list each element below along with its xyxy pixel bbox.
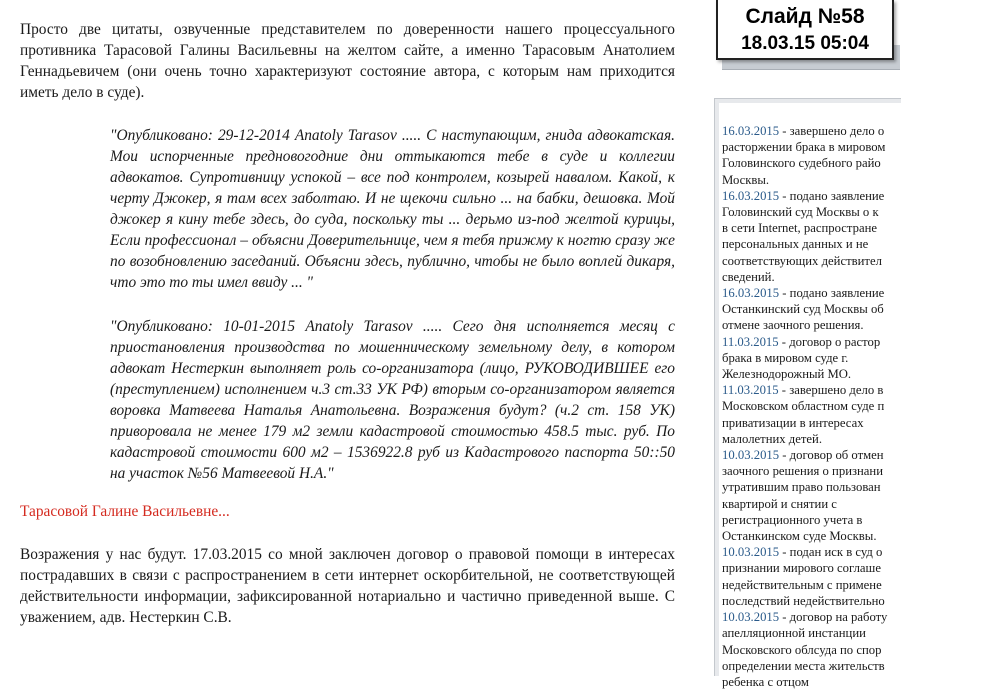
news-text: брака в мировом суде г. (722, 350, 849, 365)
news-panel (714, 98, 901, 689)
news-line (722, 625, 982, 641)
news-line[interactable] (722, 544, 982, 560)
news-line (722, 642, 982, 658)
news-line (722, 204, 982, 220)
news-text: Останкинском суде Москвы. (722, 529, 877, 544)
news-line[interactable] (722, 447, 982, 463)
news-line (722, 593, 982, 609)
news-line (722, 220, 982, 236)
news-text: утратившим право пользован (722, 480, 881, 495)
news-text: заочного решения о признани (722, 464, 883, 479)
news-text: - подано заявление (779, 286, 885, 301)
news-text: - завершено дело в (778, 383, 884, 398)
news-line (722, 560, 982, 576)
news-date[interactable]: 16.03.2015 (722, 124, 780, 138)
news-date[interactable]: 16.03.2015 (722, 188, 780, 203)
news-date[interactable]: 11.03.2015 (722, 383, 779, 398)
intro-paragraph: Просто две цитаты, озвученные представителем по доверенности нашего процессуального противника Тарасовой Галины Васильевны на желтом сайте, а именно Тарасовым Анатолием Геннадьевичем (они очень точно характеризуют состояние автора, с которым нам приходится иметь дело в суде). (20, 21, 675, 101)
news-line (722, 350, 982, 366)
news-line[interactable] (722, 188, 982, 204)
news-text: малолетних детей. (722, 431, 823, 446)
news-text: персональных данных и не (722, 237, 869, 252)
news-text: Московском областном суде п (722, 399, 885, 414)
news-date[interactable]: 10.03.2015 (722, 610, 780, 625)
slide-number: Слайд №58 (745, 5, 865, 28)
news-line (722, 431, 982, 447)
news-text: в сети Internet, распростране (722, 221, 878, 236)
news-line[interactable] (722, 609, 982, 625)
quote-1: "Опубликовано: 29-12-2014 Anatoly Tarasov ..... С наступающим, гнида адвокатская. Мои испорченные предновогодние дни оттыкаются тебе в суде и коллегии адвокатов. Супротивницу успокой – все под контролем, козырей навалом. Какой, к черту Джокер, я там всех заболтаю. И не щекочи сильно ... на бабки, дешовка. Мой джокер я кину тебе здесь, до суда, поскольку ты ... дерьмо из-под желтой курицы, Если профессионал – объясни Доверительнице, чем я тебя прижму к ногтю сразу же по возобновлению заседаний. Объясни здесь, публично, чтобы не было воплей дикаря, что это то ты имел ввиду ... " (110, 127, 675, 291)
news-line (722, 577, 982, 593)
news-line (722, 528, 982, 544)
news-line (722, 317, 982, 333)
quote-2: "Опубликовано: 10-01-2015 Anatoly Tarasov ..... Сего дня исполняется месяц с приостановления производства по мошенническому земельному делу, в котором адвокат Нестеркин выполняет роль со-организатора (лицо, РУКОВОДИВШЕЕ его (преступлением) исполнением ч.3 ст.33 УК РФ) вторым со-организатором является воровка Матвеева Наталья Анатольевна. Возражения будут? (ч.2 ст. 158 УК) приворовала не менее 179 м2 земли кадастровой стоимостью 458.5 тыс. руб. По кадастровой стоимости 600 м2 – 1536922.8 руб из Кадастрового паспорта 50::50 на участок №56 Матвеевой Н.А." (110, 318, 675, 482)
slide-label-box (716, 0, 894, 60)
news-text: отмене заочного решения. (722, 318, 864, 333)
news-line (722, 674, 982, 690)
news-text: Головинский суд Москвы о к (722, 205, 879, 220)
news-line (722, 463, 982, 479)
news-text: квартирой и снятии с (722, 496, 837, 511)
news-line (722, 236, 982, 252)
news-date[interactable]: 10.03.2015 (722, 545, 780, 560)
news-text: расторжении брака в мировом (722, 140, 886, 155)
news-line (722, 301, 982, 317)
address-line: Тарасовой Галине Васильевне... (20, 503, 230, 520)
news-list (722, 123, 982, 690)
news-text: приватизации в интересах (722, 415, 864, 430)
news-text: - договор об отмен (779, 448, 884, 463)
news-line[interactable] (722, 382, 982, 398)
news-line (722, 155, 982, 171)
news-line (722, 139, 982, 155)
news-text: последствий недействительно (722, 593, 885, 608)
news-text: Железнодорожный МО. (722, 367, 852, 382)
news-line (722, 172, 982, 188)
news-text: - подано заявление (779, 188, 885, 203)
news-text: Головинского судебного райо (722, 156, 881, 171)
news-text: Московского облсуда по спор (722, 642, 882, 657)
news-line (722, 253, 982, 269)
news-date[interactable]: 16.03.2015 (722, 286, 780, 301)
news-line (722, 269, 982, 285)
news-line (722, 512, 982, 528)
news-text: признании мирового соглаше (722, 561, 881, 576)
news-panel-inner[interactable] (719, 103, 901, 689)
news-text: Москвы. (722, 172, 770, 187)
news-line[interactable] (722, 334, 982, 350)
news-text: Останкинский суд Москвы об (722, 302, 884, 317)
news-line (722, 658, 982, 674)
slide-datetime: 18.03.15 05:04 (741, 33, 869, 54)
news-text: регистрационного учета в (722, 512, 863, 527)
news-date[interactable]: 10.03.2015 (722, 448, 780, 463)
news-text: - договор о растор (778, 334, 881, 349)
news-text: недействительным с примене (722, 577, 882, 592)
news-line (722, 415, 982, 431)
news-date[interactable]: 11.03.2015 (722, 334, 779, 349)
news-line (722, 366, 982, 382)
news-text: сведений. (722, 269, 775, 284)
news-text: ребенка с отцом (722, 674, 809, 689)
news-line (722, 496, 982, 512)
news-line[interactable] (722, 123, 982, 139)
news-text: определении места жительств (722, 658, 885, 673)
news-text: - подан иск в суд о (779, 545, 883, 560)
news-line[interactable] (722, 285, 982, 301)
news-text: - договор на работу (779, 610, 888, 625)
news-text: - завершено дело о (779, 124, 885, 138)
news-line (722, 479, 982, 495)
news-text: апелляционной инстанции (722, 626, 866, 641)
closing-paragraph: Возражения у нас будут. 17.03.2015 со мной заключен договор о правовой помощи в интересах пострадавших в связи с распространением в сети интернет оскорбительной, не соответствующей действительности информации, зафиксированной нотариально и частично приведенной выше. С уважением, адв. Нестеркин С.В. (20, 546, 675, 626)
news-text: соответствующих действител (722, 253, 882, 268)
news-line (722, 398, 982, 414)
